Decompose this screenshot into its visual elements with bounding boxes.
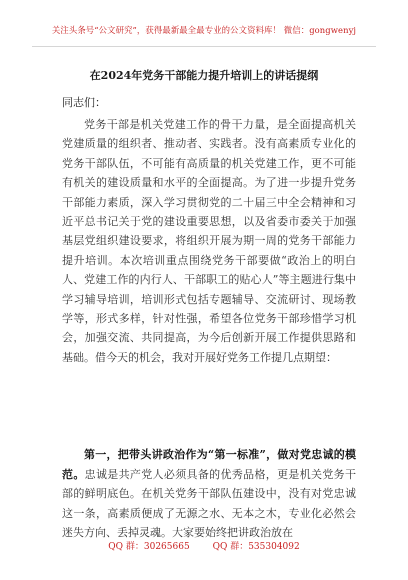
header-banner-text: 关注头条号“公文研究”，获得最新最全最专业的公文资料库！ 微信：gongwenyj <box>51 25 357 35</box>
paragraph-first-point-body: 忠诚是共产党人必须具备的优秀品格，更是机关党务干部的鲜明底色。在机关党务干部队伍建设中，没有对党忠诚这一条，高素质便成了无源之水、无本之木，专业化必然会迷失方向、丢掉灵魂。大家要始终把讲政治放在 <box>62 467 356 540</box>
paragraph-intro: 党务干部是机关党建工作的骨干力量，是全面提高机关党建质量的组织者、推动者、实践者。没有高素质专业化的党务干部队伍，不可能有高质量的机关党建工作，更不可能有机关的建设质量和水平的全面提高。为了进一步提升党务干部能力素质，深入学习贯彻党的二十届三中全会精神和习近平总书记关于党的建设重要思想，以及省委市委关于加强基层党组织建设要求，将组织开展为期一周的党务干部能力提升培训。本次培训重点围绕党务干部要做“政治上的明白人、党建工作的内行人、干部职工的贴心人”等主题进行集中学习辅导培训，培训形式包括专题辅导、交流研讨、现场教学等，形式多样，针对性强，希望各位党务干部珍惜学习机会，加强交流、共同提高，为今后创新开展工作提供思路和基础。借今天的机会，我对开展好党务工作提几点期望： <box>62 118 356 364</box>
paragraph-first-point <box>62 445 356 543</box>
paragraph-first-point-heading: 第一，把带头讲政治作为“第一标准”，做对党忠诚的模范。 <box>62 448 356 481</box>
footer-qq-group-2: QQ 群：535304092 <box>212 542 300 552</box>
document-title: 在2024年党务干部能力提升培训上的讲话提纲 <box>89 69 319 82</box>
salutation: 同志们： <box>62 96 106 109</box>
footer-contacts <box>0 539 408 552</box>
header-banner <box>0 24 408 36</box>
header-divider <box>32 46 376 47</box>
footer-qq-group-1: QQ 群：30265665 <box>108 542 190 552</box>
